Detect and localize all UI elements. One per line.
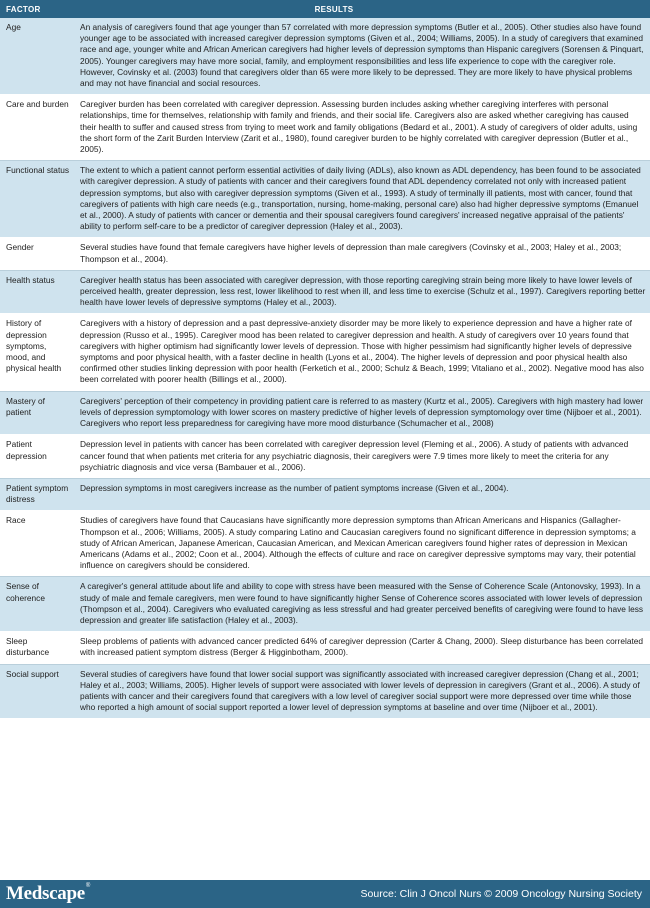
results-cell: The extent to which a patient cannot perform essential activities of daily living (ADLs), also known as ADL dependency, has been found to be associated with caregiver depression. A study of patients with cancer and their caregivers found that ADL dependency correlated not only with increased patient depression symptoms, but also with caregiver depression symptoms (Given et al., 1993). A study of terminally ill patients, most with cancer, found that caregivers of patients with high care needs (e.g., transportation, nursing, home-making, personal care) also had higher depressive symptoms (Emanuel et al., 2000). A study of patients with cancer or dementia and their spousal caregivers found caregivers' increased negative appraisal of the patients' ability to perform self-care to be a predictor of caregiver depression (Haley et al., 2003). bbox=[80, 165, 641, 232]
factor-column-header: FACTOR bbox=[0, 0, 72, 18]
results-cell: Caregivers with a history of depression and a past depressive-anxiety disorder may be more likely to experience depression and have a higher rate of depression (Russo et al., 1995). Caregiver mood has been related to caregiver depression and health. A study of caregivers over 10 years found that caregivers with higher optimism had significantly lower levels of depression. Those with higher pessimism had significantly higher levels of depressive symptoms and poor physical health, with a faster decline in health (Lyons et al., 2004). The higher levels of depression and poor physical health also confirmed other studies linking depression with poor health (Ferketich et al., 2000; Schulz & Beach, 1999; Vitaliano et al., 2002). Negative mood has also been correlated with poorer health (Billings et al., 2000). bbox=[80, 318, 644, 385]
table-row bbox=[0, 435, 650, 479]
results-cell: Several studies of caregivers have found that lower social support was significantly associated with increased caregiver depression (Chang et al., 2001; Haley et al., 2003; Williams, 2005). Higher levels of support were associated with lower levels of depression in caregivers (Grant et al., 2006). A study of patients with cancer and their caregivers found that caregivers with a low level of caregiver social support were more depressed over time while those who reported a high amount of social support reported a lower level of depression symptoms at baseline and over time (Nijboer et al., 2001). bbox=[80, 668, 640, 713]
table-row bbox=[0, 161, 650, 238]
table-row bbox=[0, 18, 650, 95]
factor-cell: Sleep disturbance bbox=[6, 636, 50, 658]
registered-mark-icon: ® bbox=[85, 883, 90, 889]
factor-cell: Patient symptom distress bbox=[6, 482, 69, 505]
table-row bbox=[0, 511, 650, 577]
factor-cell: Race bbox=[6, 515, 26, 526]
table-row bbox=[0, 238, 650, 270]
results-cell: Depression symptoms in most caregivers increase as the number of patient symptoms increase (Given et al., 2004). bbox=[80, 482, 509, 493]
results-cell: Several studies have found that female caregivers have higher levels of depression than male caregivers (Covinsky et al., 2003; Haley et al., 2003; Thompson et al., 2004). bbox=[80, 242, 622, 264]
medscape-logo bbox=[6, 883, 90, 905]
table-row bbox=[0, 478, 650, 510]
results-cell: A caregiver's general attitude about life and ability to cope with stress have been measured with the Sense of Coherence Scale (Antonovsky, 1993). In a study of male and female caregivers, men were found to have significantly higher Sense of Coherence scores associated with lower levels of depression (Thompson et al., 2004). Caregivers who evaluated caregiving as less stressful and had greater perceived benefits of caregiving were found to have less depression and greater life satisfaction (Haley et al., 2003). bbox=[80, 581, 644, 625]
results-cell: Caregiver health status has been associated with caregiver depression, with those reporting caregiving strain being more likely to have lower levels of perceived health, greater depression, less rest, lower likelihood to rest when ill, and less time to exercise (Schulz et al., 1997). Caregivers reporting better health have lower levels of depressive symptoms (Haley et al., 2003). bbox=[80, 274, 646, 308]
results-cell: Caregivers' perception of their competency in providing patient care is referred to as mastery (Kurtz et al., 2005). Caregivers with high mastery had lower levels of depression symptomology with lower scores on mastery predictive of higher levels of depression symptomology over time (Nijboer et al., 2001). Caregivers who report less preparedness for caregiving have more mood disturbance (Schumacher et al., 2008) bbox=[80, 395, 644, 429]
footer-bar bbox=[0, 880, 650, 908]
table-row bbox=[0, 391, 650, 435]
factor-cell: History of depression symptoms, mood, and physical health bbox=[6, 318, 62, 374]
source-citation: Source: Clin J Oncol Nurs © 2009 Oncology Nursing Society bbox=[360, 888, 642, 900]
table-row bbox=[0, 577, 650, 632]
factor-cell: Functional status bbox=[6, 165, 70, 176]
table-row bbox=[0, 664, 650, 719]
results-cell: Depression level in patients with cancer has been correlated with caregiver depression level (Fleming et al., 2006). A study of patients with advanced cancer found that when patients met criteria for any psychiatric diagnosis, their caregivers were 7.9 times more likely to meet the criteria for any psychiatric diagnosis and vice versa (Bambauer et al., 2006). bbox=[80, 439, 629, 472]
factor-cell: Patient depression bbox=[6, 439, 47, 461]
table-row bbox=[0, 270, 650, 314]
table-header bbox=[0, 0, 650, 18]
table-row bbox=[0, 314, 650, 391]
factor-cell: Care and burden bbox=[6, 99, 69, 110]
table-row bbox=[0, 632, 650, 664]
results-cell: Caregiver burden has been correlated with caregiver depression. Assessing burden includes asking whether caregiving interferes with personal relationships, time for themselves, relationship with family and friends, and their social life. Caregivers also are asked whether caregiving has caused their health to suffer and caused stress from trying to meet work and family obligations (Bedard et al., 2001). A study of caregivers of older adults, using the short form of the Zarit Burden Interview (Zarit et al., 1980), found caregiver burden to be highly correlated with caregiver depression (Butler et al., 2005). bbox=[80, 99, 638, 155]
table-body bbox=[0, 18, 650, 719]
factor-cell: Gender bbox=[6, 242, 34, 253]
table-row bbox=[0, 95, 650, 161]
factor-cell: Mastery of patient bbox=[6, 395, 45, 417]
brand-name: Medscape bbox=[6, 883, 85, 904]
results-cell: Studies of caregivers have found that Caucasians have significantly more depression symptoms than African Americans and Hispanics (Gallagher-Thompson et al., 2006; Williams, 2005). A study comparing Latino and Caucasian caregivers found no significant difference in depression symptoms; a study of African American, Japanese American, Caucasian American, and Mexican American caregivers found higher rates of depression in Mexican Americans (Adams et al., 2002; Coon et al., 2004). Although the effects of culture and race on caregiver depressive symptoms may vary, their potential influence on caregivers should be considered. bbox=[80, 515, 636, 571]
results-cell: Sleep problems of patients with advanced cancer predicted 64% of caregiver depression (Carter & Chang, 2000). Sleep disturbance has been correlated with increased patient symptom distress (Berger & Higginbotham, 2000). bbox=[80, 636, 644, 658]
results-column-header: RESULTS bbox=[72, 0, 650, 18]
factor-cell: Health status bbox=[6, 274, 55, 285]
factor-cell: Social support bbox=[6, 668, 59, 679]
results-cell: An analysis of caregivers found that age younger than 57 correlated with more depression symptoms (Butler et al., 2005). Other studies also have found younger age to be associated with increased caregiver depression symptoms (Given et al., 2004; Williams, 2005). In a study of caregivers that examined race and age, younger white and African American caregivers had higher levels of depression symptoms than Hispanic caregivers (Sorensen & Pinquart, 2005). Younger caregivers may have more social, family, and employment responsibilities and less life experience to cope with the caregiver role. However, Covinsky et al. (2003) found that caregivers older than 65 were more likely to be depressed. They are more likely to have physical problems and may not have financial and social resources. bbox=[80, 22, 644, 89]
factor-cell: Sense of coherence bbox=[6, 581, 45, 603]
factor-cell: Age bbox=[6, 22, 21, 32]
